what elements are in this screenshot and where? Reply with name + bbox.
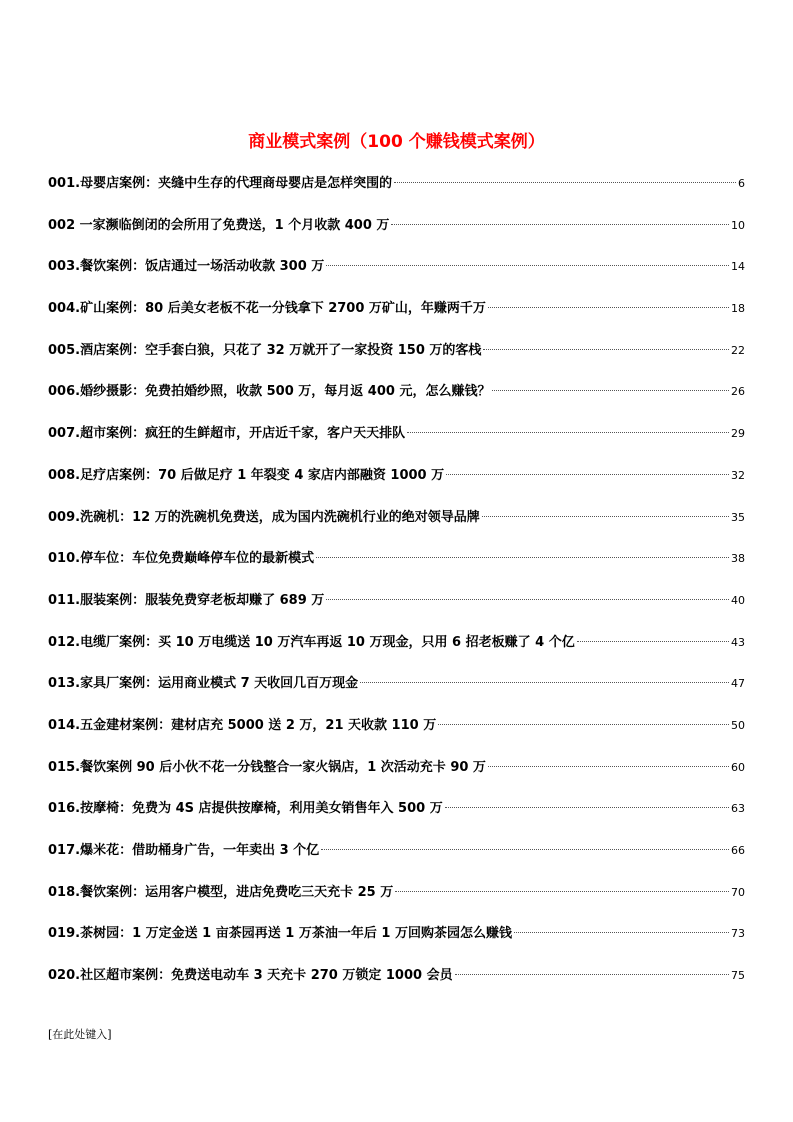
toc-dot-leader (316, 557, 729, 558)
toc-entry[interactable] (48, 299, 745, 341)
toc-entry[interactable] (48, 466, 745, 508)
toc-entry-page-number: 47 (731, 677, 745, 691)
toc-entry[interactable] (48, 841, 745, 883)
toc-entry-page-number: 70 (731, 885, 745, 899)
toc-dot-leader (483, 349, 729, 350)
toc-entry[interactable] (48, 674, 745, 716)
toc-entry-page-number: 50 (731, 718, 745, 732)
toc-entry-title[interactable]: 004.矿山案例：80 后美女老板不花一分钱拿下 2700 万矿山，年赚两千万 (48, 301, 486, 317)
toc-entry-page-number: 32 (731, 468, 745, 482)
toc-entry-title[interactable]: 005.酒店案例：空手套白狼，只花了 32 万就开了一家投资 150 万的客栈 (48, 342, 482, 358)
toc-dot-leader (326, 265, 729, 266)
toc-entry[interactable] (48, 257, 745, 299)
toc-entry-page-number: 63 (731, 802, 745, 816)
toc-entry[interactable] (48, 716, 745, 758)
toc-entry[interactable] (48, 633, 745, 675)
toc-entry[interactable] (48, 924, 745, 966)
toc-entry[interactable] (48, 341, 745, 383)
toc-dot-leader (394, 182, 736, 183)
table-of-contents (48, 174, 745, 1008)
toc-dot-leader (321, 849, 729, 850)
toc-entry-title[interactable]: 002 一家濒临倒闭的会所用了免费送，1 个月收款 400 万 (48, 217, 390, 233)
toc-dot-leader (391, 224, 729, 225)
toc-dot-leader (326, 599, 729, 600)
toc-dot-leader (488, 307, 729, 308)
toc-entry-title[interactable]: 011.服装案例：服装免费穿老板却赚了 689 万 (48, 592, 325, 608)
toc-entry-title[interactable]: 020.社区超市案例：免费送电动车 3 天充卡 270 万锁定 1000 会员 (48, 968, 453, 984)
toc-entry-page-number: 10 (731, 218, 745, 232)
toc-entry-page-number: 60 (731, 760, 745, 774)
toc-entry-title[interactable]: 010.停车位：车位免费巅峰停车位的最新模式 (48, 551, 315, 567)
toc-entry-title[interactable]: 008.足疗店案例：70 后做足疗 1 年裂变 4 家店内部融资 1000 万 (48, 467, 445, 483)
toc-entry-title[interactable]: 015.餐饮案例 90 后小伙不花一分钱整合一家火锅店，1 次活动充卡 90 万 (48, 759, 486, 775)
toc-entry-page-number: 22 (731, 343, 745, 357)
toc-dot-leader (445, 807, 729, 808)
toc-entry[interactable] (48, 799, 745, 841)
toc-dot-leader (514, 932, 729, 933)
toc-dot-leader (492, 390, 729, 391)
toc-entry-page-number: 29 (731, 427, 745, 441)
toc-entry-page-number: 18 (731, 302, 745, 316)
toc-dot-leader (482, 516, 729, 517)
toc-dot-leader (438, 724, 729, 725)
footer-placeholder[interactable]: [在此处键入] (48, 1028, 112, 1041)
toc-entry[interactable] (48, 966, 745, 1008)
toc-entry-title[interactable]: 016.按摩椅：免费为 4S 店提供按摩椅，利用美女销售年入 500 万 (48, 801, 443, 817)
toc-dot-leader (488, 766, 729, 767)
toc-entry[interactable] (48, 216, 745, 258)
page-title: 商业模式案例（100 个赚钱模式案例） (248, 132, 545, 152)
toc-entry[interactable] (48, 591, 745, 633)
toc-entry-page-number: 6 (738, 177, 745, 190)
toc-entry-title[interactable]: 006.婚纱摄影：免费拍婚纱照，收款 500 万，每月返 400 元，怎么赚钱？ (48, 384, 491, 400)
toc-entry-title[interactable]: 003.餐饮案例：饭店通过一场活动收款 300 万 (48, 259, 325, 275)
toc-entry-page-number: 43 (731, 635, 745, 649)
toc-dot-leader (407, 432, 729, 433)
toc-entry-page-number: 66 (731, 844, 745, 857)
toc-entry-page-number: 75 (731, 969, 745, 983)
toc-entry-title[interactable]: 007.超市案例：疯狂的生鲜超市，开店近千家，客户天天排队 (48, 426, 406, 442)
toc-entry[interactable] (48, 758, 745, 800)
toc-entry[interactable] (48, 424, 745, 466)
toc-entry[interactable] (48, 883, 745, 925)
toc-entry-title[interactable]: 018.餐饮案例：运用客户模型，进店免费吃三天充卡 25 万 (48, 884, 394, 900)
toc-dot-leader (455, 974, 729, 975)
toc-entry-title[interactable]: 001.母婴店案例：夹缝中生存的代理商母婴店是怎样突围的 (48, 176, 393, 191)
toc-entry-page-number: 26 (731, 385, 745, 399)
toc-entry-title[interactable]: 017.爆米花：借助桶身广告，一年卖出 3 个亿 (48, 843, 320, 858)
toc-entry-title[interactable]: 013.家具厂案例：运用商业模式 7 天收回几百万现金 (48, 676, 359, 692)
toc-entry-title[interactable]: 009.洗碗机：12 万的洗碗机免费送，成为国内洗碗机行业的绝对领导品牌 (48, 509, 480, 525)
toc-entry[interactable] (48, 508, 745, 550)
toc-entry-title[interactable]: 012.电缆厂案例：买 10 万电缆送 10 万汽车再返 10 万现金，只用 6 招老板赚了 4 个亿 (48, 634, 575, 650)
toc-entry-page-number: 40 (731, 593, 745, 607)
toc-entry-title[interactable]: 019.茶树园：1 万定金送 1 亩茶园再送 1 万茶油一年后 1 万回购茶园怎么赚钱 (48, 926, 512, 942)
toc-entry-page-number: 14 (731, 260, 745, 274)
toc-entry-page-number: 73 (731, 927, 745, 941)
toc-entry-page-number: 35 (731, 510, 745, 524)
toc-entry-page-number: 38 (731, 552, 745, 566)
toc-dot-leader (395, 891, 729, 892)
toc-entry[interactable] (48, 174, 745, 216)
toc-entry[interactable] (48, 549, 745, 591)
toc-entry-title[interactable]: 014.五金建材案例：建材店充 5000 送 2 万，21 天收款 110 万 (48, 717, 437, 733)
toc-dot-leader (577, 641, 729, 642)
toc-dot-leader (360, 682, 729, 683)
toc-entry[interactable] (48, 382, 745, 424)
toc-dot-leader (446, 474, 729, 475)
